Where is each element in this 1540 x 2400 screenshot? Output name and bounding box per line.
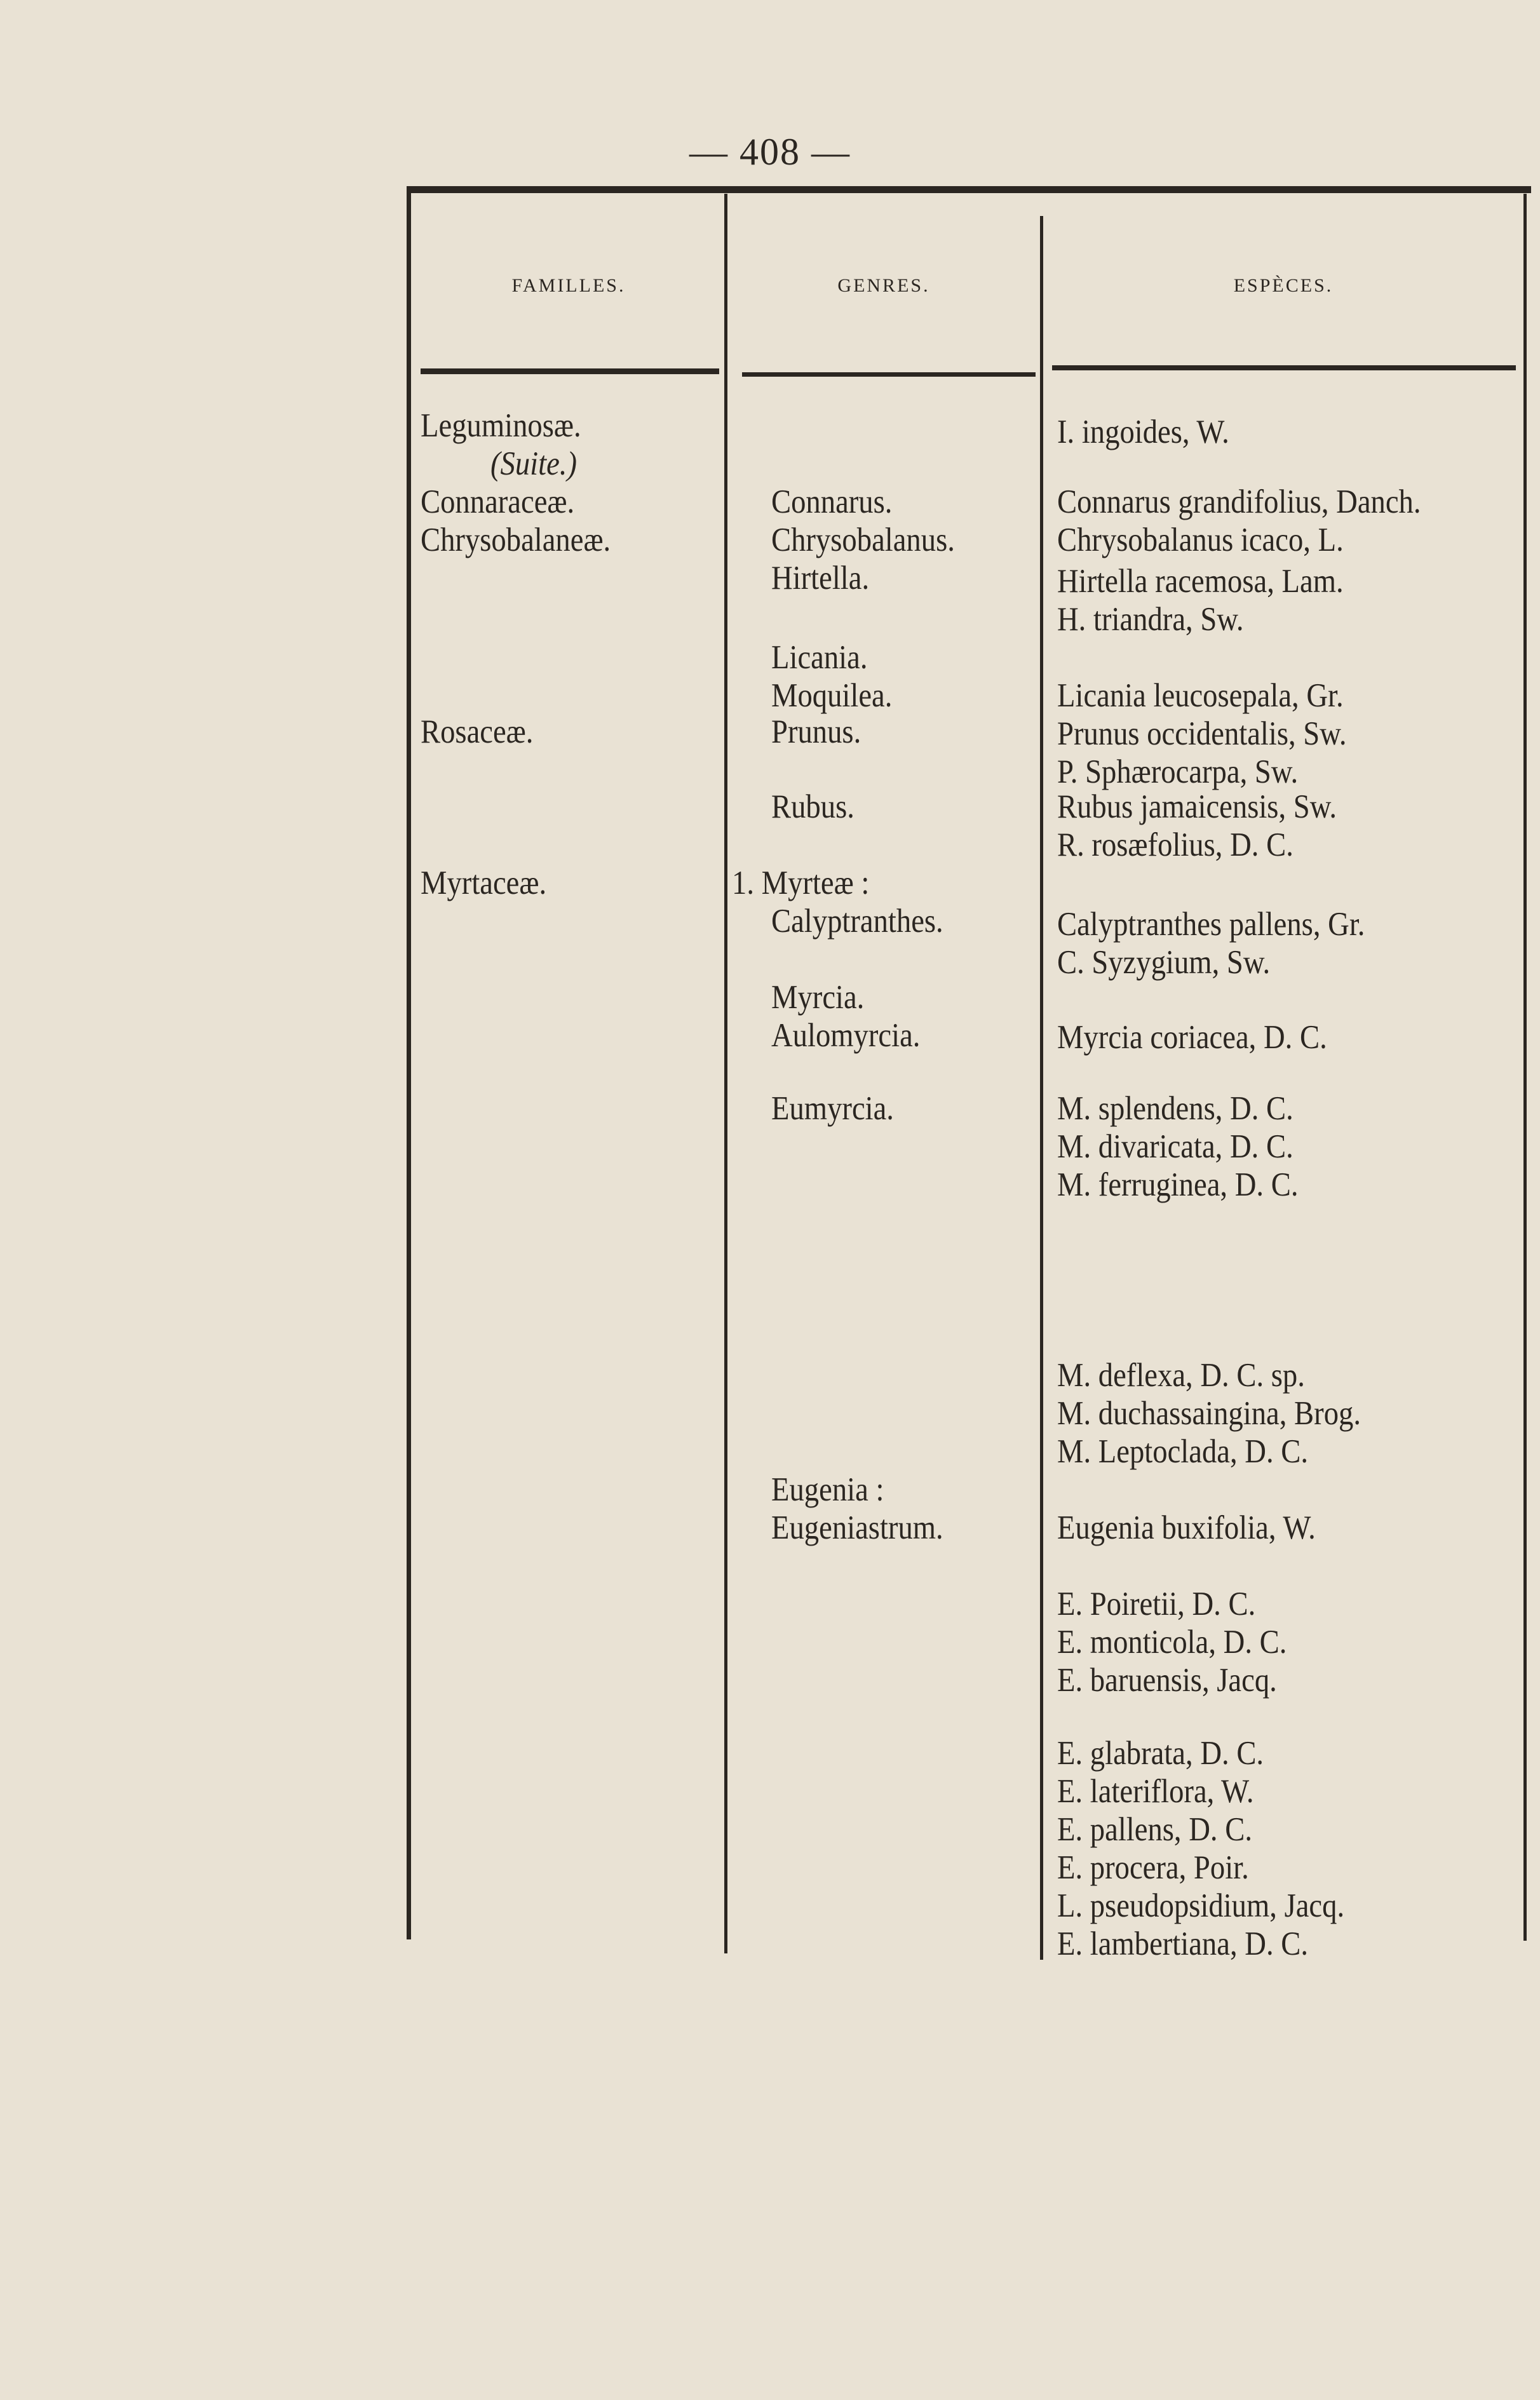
family-connaraceae: Connaraceæ. — [421, 483, 575, 520]
species-row: M. deflexa, D. C. sp. — [1057, 1357, 1305, 1394]
species-row: E. glabrata, D. C. — [1057, 1735, 1264, 1772]
family-leguminosae: Leguminosæ. — [421, 407, 581, 444]
genus-prunus: Prunus. — [771, 713, 861, 750]
species-row: Connarus grandifolius, Danch. — [1057, 483, 1421, 520]
genus-eugeniastrum: Eugeniastrum. — [771, 1509, 943, 1546]
family-myrtaceae: Myrtaceæ. — [421, 865, 547, 901]
species-row: Rubus jamaicensis, Sw. — [1057, 788, 1337, 825]
genus-rubus: Rubus. — [771, 788, 854, 825]
family-leguminosae-suite: (Suite.) — [490, 445, 577, 482]
genus-aulomyrcia: Aulomyrcia. — [771, 1017, 921, 1054]
species-row: M. duchassaingina, Brog. — [1057, 1395, 1361, 1432]
species-row: L. pseudopsidium, Jacq. — [1057, 1887, 1345, 1924]
species-row: E. lambertiana, D. C. — [1057, 1925, 1309, 1962]
column-header-genres: GENRES. — [837, 275, 930, 296]
header-underline-especes — [1052, 365, 1516, 370]
genus-myrteae: 1. Myrteæ : — [732, 865, 870, 901]
genus-calyptranthes: Calyptranthes. — [771, 903, 943, 940]
table-left-rule — [407, 186, 411, 1939]
species-row: M. splendens, D. C. — [1057, 1090, 1293, 1127]
genus-moquilea: Moquilea. — [771, 677, 893, 714]
genus-hirtella: Hirtella. — [771, 560, 870, 597]
genus-myrcia: Myrcia. — [771, 979, 865, 1016]
species-row: H. triandra, Sw. — [1057, 601, 1244, 638]
species-row: E. lateriflora, W. — [1057, 1773, 1254, 1810]
family-rosaceae: Rosaceæ. — [421, 713, 534, 750]
genus-licania: Licania. — [771, 639, 868, 676]
column-header-especes: ESPÈCES. — [1233, 275, 1334, 296]
table-top-rule — [407, 186, 1531, 193]
species-row: M. Leptoclada, D. C. — [1057, 1433, 1309, 1470]
species-row: Licania leucosepala, Gr. — [1057, 677, 1344, 714]
species-row: M. ferruginea, D. C. — [1057, 1166, 1299, 1203]
species-row: Eugenia buxifolia, W. — [1057, 1509, 1316, 1546]
species-row: M. divaricata, D. C. — [1057, 1128, 1293, 1165]
species-row: P. Sphærocarpa, Sw. — [1057, 753, 1299, 790]
header-underline-families — [421, 368, 719, 374]
genus-chrysobalanus: Chrysobalanus. — [771, 522, 955, 558]
species-row: Prunus occidentalis, Sw. — [1057, 715, 1347, 752]
family-chrysobalaneae: Chrysobalaneæ. — [421, 522, 611, 558]
species-row: C. Syzygium, Sw. — [1057, 944, 1271, 981]
genus-eumyrcia: Eumyrcia. — [771, 1090, 894, 1127]
species-row: Myrcia coriacea, D. C. — [1057, 1019, 1327, 1056]
column-header-families: FAMILLES. — [511, 275, 626, 296]
column-divider-2 — [1040, 216, 1043, 1960]
species-row: R. rosæfolius, D. C. — [1057, 826, 1293, 863]
header-underline-genres — [742, 372, 1036, 377]
species-row: E. baruensis, Jacq. — [1057, 1662, 1277, 1699]
species-row: E. pallens, D. C. — [1057, 1811, 1253, 1848]
species-row: Chrysobalanus icaco, L. — [1057, 522, 1344, 558]
table-right-rule — [1523, 194, 1527, 1941]
species-row: I. ingoides, W. — [1057, 414, 1229, 450]
genus-connarus: Connarus. — [771, 483, 893, 520]
species-row: E. procera, Poir. — [1057, 1849, 1249, 1886]
genus-eugenia: Eugenia : — [771, 1471, 884, 1508]
species-row: E. monticola, D. C. — [1057, 1624, 1287, 1661]
page-number: — 408 — — [689, 131, 851, 173]
species-row: Calyptranthes pallens, Gr. — [1057, 906, 1365, 943]
column-divider-1 — [724, 194, 727, 1953]
species-row: E. Poiretii, D. C. — [1057, 1586, 1256, 1622]
species-row: Hirtella racemosa, Lam. — [1057, 563, 1344, 600]
